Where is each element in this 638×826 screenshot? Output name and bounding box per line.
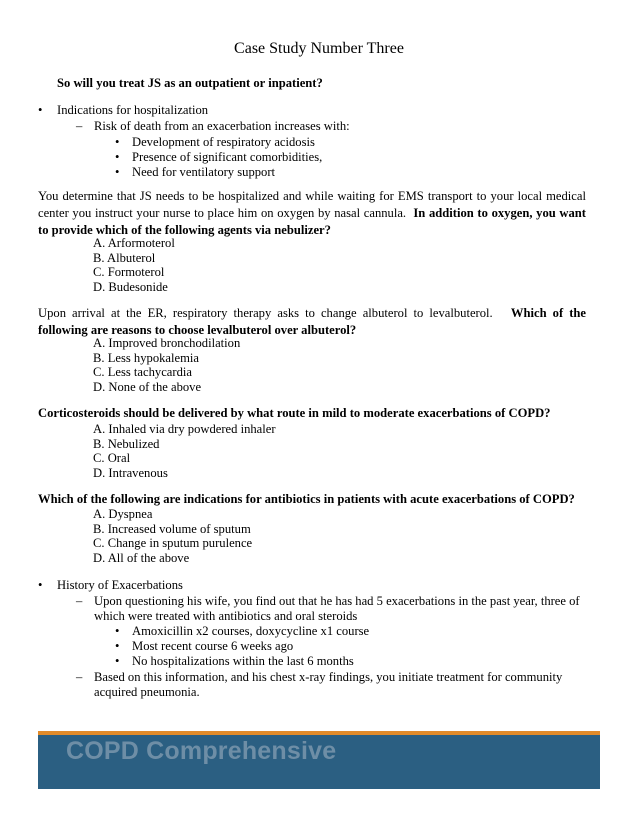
- indications-heading: Indications for hospitalization: [57, 103, 209, 117]
- options-corticosteroids: [93, 422, 276, 480]
- option: A. Arformoterol: [93, 236, 175, 250]
- options-antibiotics: [93, 507, 252, 565]
- history-item: Most recent course 6 weeks ago: [132, 639, 294, 653]
- history-item: No hospitalizations within the last 6 months: [132, 654, 354, 668]
- history-heading: History of Exacerbations: [57, 578, 183, 592]
- indication-item: Need for ventilatory support: [132, 165, 276, 179]
- option: A. Dyspnea: [93, 507, 153, 521]
- dash-marker: –: [76, 119, 83, 133]
- option: B. Increased volume of sputum: [93, 521, 251, 536]
- bullet-marker: •: [115, 624, 120, 638]
- indication-item: Development of respiratory acidosis: [132, 135, 315, 149]
- option: C. Change in sputum purulence: [93, 536, 253, 550]
- history-sub-line: which were treated with antibiotics and oral steroids: [94, 609, 358, 623]
- history-sub-line: Upon questioning his wife, you find out that he has had 5 exacerbations in the past year, three of: [94, 594, 580, 608]
- option: D. Budesonide: [93, 279, 168, 294]
- dash-marker: –: [76, 670, 83, 684]
- option: C. Less tachycardia: [93, 365, 192, 379]
- footer-brand: COPD Comprehensive: [66, 737, 337, 765]
- option: D. None of the above: [93, 379, 202, 394]
- options-nebulizer: [93, 236, 175, 294]
- bullet-marker: •: [38, 578, 43, 592]
- option: C. Oral: [93, 451, 131, 465]
- paragraph-levalbuterol: [38, 305, 586, 339]
- indication-item: Presence of significant comorbidities,: [132, 150, 323, 164]
- option: C. Formoterol: [93, 265, 165, 279]
- options-levalbuterol: [93, 336, 240, 394]
- bullet-marker: •: [115, 639, 120, 653]
- bullet-marker: •: [38, 103, 43, 117]
- option: D. Intravenous: [93, 465, 168, 480]
- bullet-marker: •: [115, 654, 120, 668]
- bullet-marker: •: [115, 150, 120, 164]
- option: A. Improved bronchodilation: [93, 336, 241, 350]
- question-outpatient-inpatient: So will you treat JS as an outpatient or inpatient?: [57, 76, 323, 90]
- paragraph-text: You determine that JS needs to be hospitalized and while waiting for EMS transport to your local medical center you instruct your nurse to place him on oxygen by nasal cannula.: [38, 189, 586, 220]
- page-title: Case Study Number Three: [234, 40, 404, 57]
- history-sub-line: Based on this information, and his chest x-ray findings, you initiate treatment for community: [94, 670, 563, 684]
- footer-banner: [38, 731, 600, 789]
- history-item: Amoxicillin x2 courses, doxycycline x1 course: [132, 624, 370, 638]
- question-corticosteroids: Corticosteroids should be delivered by what route in mild to moderate exacerbations of COPD?: [38, 406, 551, 420]
- paragraph-question: In addition to oxygen, you want to provide which of the following agents via nebulizer?: [38, 206, 587, 237]
- bullet-marker: •: [115, 135, 120, 149]
- question-antibiotics: Which of the following are indications for antibiotics in patients with acute exacerbations of COPD?: [38, 492, 575, 506]
- dash-marker: –: [76, 594, 83, 608]
- paragraph-text: Upon arrival at the ER, respiratory therapy asks to change albuterol to levalbuterol.: [38, 306, 493, 320]
- footer-accent-stripe: [38, 731, 600, 735]
- option: A. Inhaled via dry powdered inhaler: [93, 422, 276, 436]
- option: B. Albuterol: [93, 250, 156, 265]
- paragraph-question: Which of the following are reasons to choose levalbuterol over albuterol?: [38, 306, 586, 337]
- option: B. Less hypokalemia: [93, 350, 199, 365]
- option: B. Nebulized: [93, 436, 160, 451]
- bullet-marker: •: [115, 165, 120, 179]
- history-sub-line: acquired pneumonia.: [94, 685, 200, 699]
- indications-sub: Risk of death from an exacerbation increases with:: [94, 119, 350, 133]
- option: D. All of the above: [93, 550, 190, 565]
- paragraph-nebulizer: [38, 188, 586, 239]
